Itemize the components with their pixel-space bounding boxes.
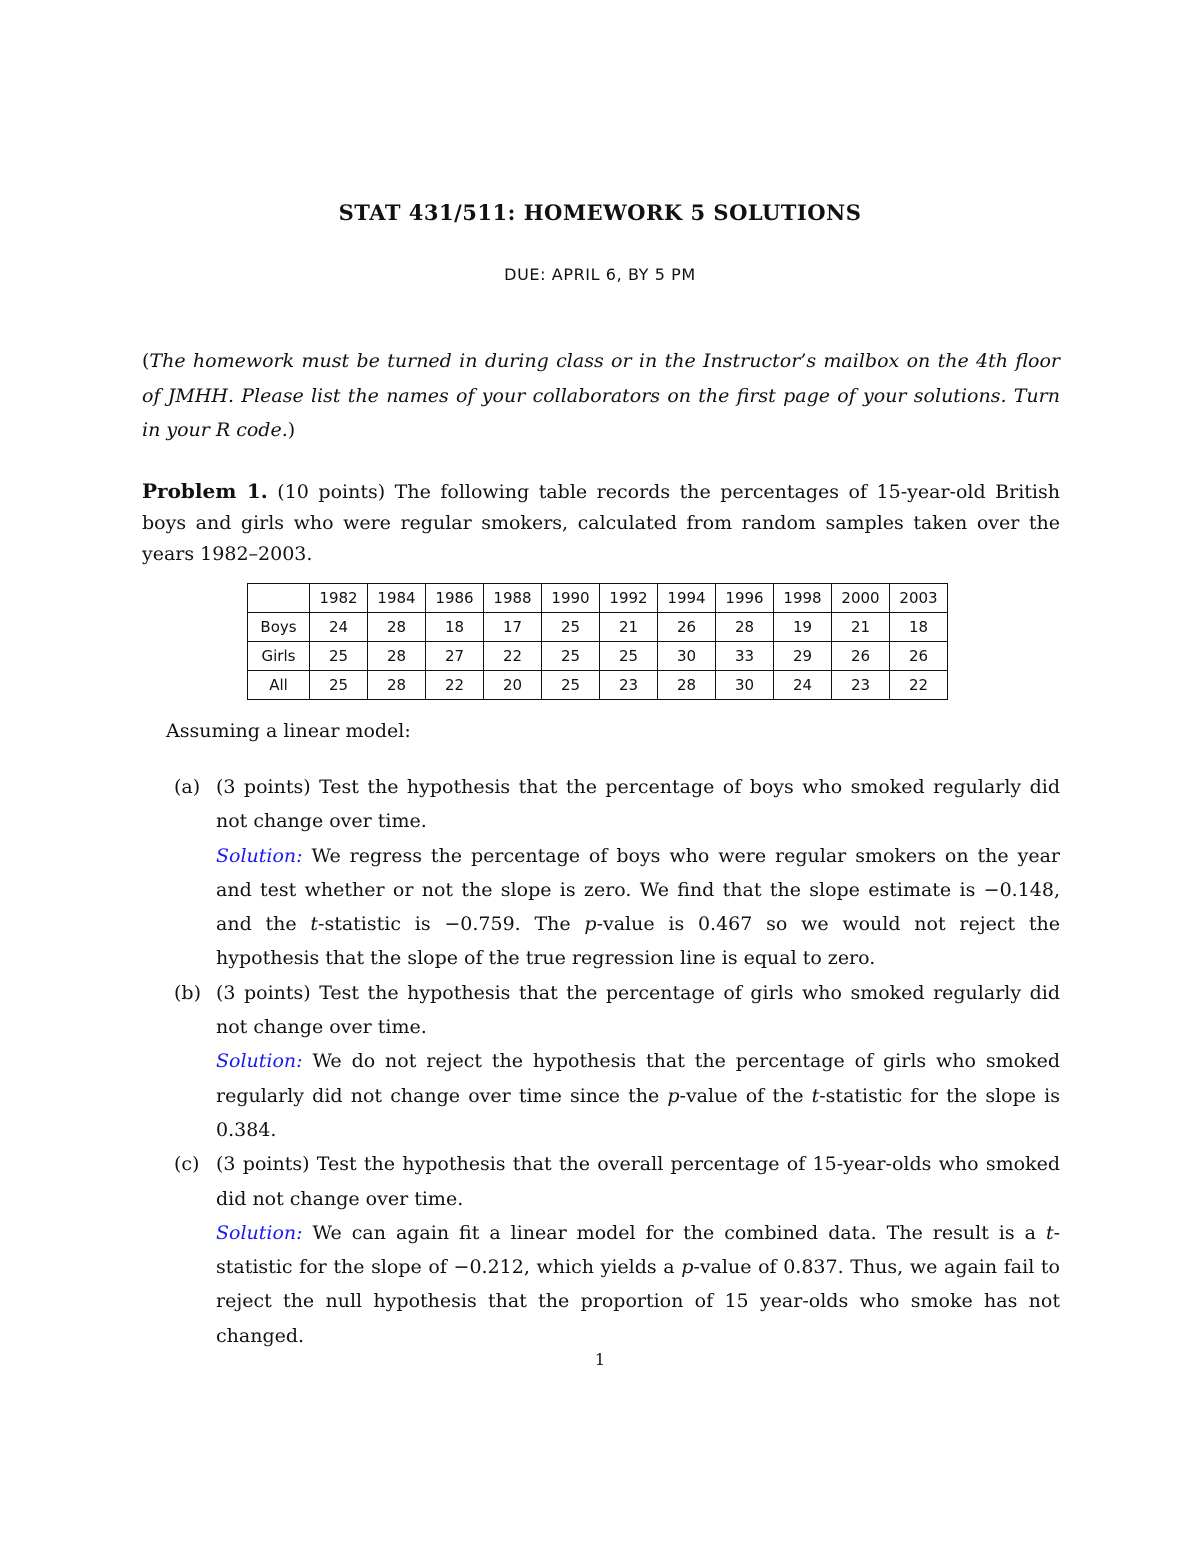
note-open-paren: ( xyxy=(142,350,150,372)
part-a-solution xyxy=(216,839,1060,976)
table-cell: 28 xyxy=(368,613,426,642)
table-cell: 23 xyxy=(832,671,890,700)
table-cell: 30 xyxy=(716,671,774,700)
instructions-note xyxy=(142,344,1060,448)
part-b-question: (3 points) Test the hypothesis that the percentage of girls who smoked regularly did not change over time. xyxy=(216,981,1060,1039)
table-cell: 25 xyxy=(542,642,600,671)
note-text: The homework must be turned in during class or in the Instructor’s mailbox on the 4th floor of JMHH. Please list the names of your collaborators on the first page of your solutions. Turn in your R code. xyxy=(142,350,1060,441)
solution-label: Solution: xyxy=(216,1221,303,1244)
table-cell: 23 xyxy=(600,671,658,700)
part-c-question: (3 points) Test the hypothesis that the overall percentage of 15-year-olds who smoked did not change over time. xyxy=(216,1153,1060,1210)
year-header: 2000 xyxy=(832,584,890,613)
table-cell: 25 xyxy=(600,642,658,671)
solution-text: -value is 0.467 so we would not reject the hypothesis that the slope of the true regression line is equal to zero. xyxy=(216,913,1060,970)
table-cell: 28 xyxy=(716,613,774,642)
solution-text: -statistic for the slope is 0.384. xyxy=(216,1084,1060,1141)
table-cell: 33 xyxy=(716,642,774,671)
solution-text: -value of 0.837. Thus, we again fail to reject the null hypothesis that the proportion of 15 year-olds who smoke has not changed. xyxy=(216,1256,1060,1347)
t-symbol: t xyxy=(811,1084,820,1107)
solution-label: Solution: xyxy=(216,844,303,867)
table-cell: 29 xyxy=(774,642,832,671)
table-corner-cell xyxy=(248,584,310,613)
year-header: 1992 xyxy=(600,584,658,613)
table-cell: 22 xyxy=(426,671,484,700)
part-c-label: (c) xyxy=(174,1153,200,1176)
solution-text: -value of the xyxy=(679,1084,812,1107)
table-cell: 25 xyxy=(542,671,600,700)
solution-text: We can again fit a linear model for the combined data. The result is a xyxy=(302,1221,1046,1244)
part-a-question: (3 points) Test the hypothesis that the percentage of boys who smoked regularly did not change over time. xyxy=(216,776,1060,833)
problem-1-heading: Problem 1. xyxy=(142,479,268,503)
table-row-all xyxy=(248,671,948,700)
page-number: 1 xyxy=(594,1350,606,1369)
smokers-table xyxy=(247,583,948,700)
problem-parts-list xyxy=(166,770,1060,1353)
part-c xyxy=(166,1147,1060,1353)
year-header: 1998 xyxy=(774,584,832,613)
year-header: 1986 xyxy=(426,584,484,613)
solution-text: We do not reject the hypothesis that the percentage of girls who smoked regularly did not change over time since the xyxy=(216,1050,1060,1107)
table-cell: 17 xyxy=(484,613,542,642)
linear-model-assumption: Assuming a linear model: xyxy=(166,720,411,742)
part-c-solution xyxy=(216,1216,1060,1353)
year-header: 1990 xyxy=(542,584,600,613)
table-cell: 26 xyxy=(658,613,716,642)
table-cell: 22 xyxy=(484,642,542,671)
table-cell: 30 xyxy=(658,642,716,671)
year-header: 2003 xyxy=(890,584,948,613)
table-cell: 21 xyxy=(832,613,890,642)
part-b xyxy=(166,976,1060,1147)
row-label: All xyxy=(248,671,310,700)
solution-text: We regress the percentage of boys who were regular smokers on the year and test whether or not the slope is zero. We find that the slope estimate is −0.148, and the xyxy=(216,844,1060,936)
table-cell: 24 xyxy=(310,613,368,642)
t-symbol: t xyxy=(310,913,319,936)
row-label: Boys xyxy=(248,613,310,642)
table-cell: 22 xyxy=(890,671,948,700)
p-symbol: p xyxy=(584,913,597,936)
table-cell: 25 xyxy=(542,613,600,642)
table-cell: 28 xyxy=(368,671,426,700)
year-header: 1982 xyxy=(310,584,368,613)
part-b-solution xyxy=(216,1044,1060,1147)
document-title: STAT 431/511: HOMEWORK 5 SOLUTIONS xyxy=(338,200,862,225)
part-a-label: (a) xyxy=(174,776,201,798)
year-header: 1994 xyxy=(658,584,716,613)
row-label: Girls xyxy=(248,642,310,671)
problem-1-text: (10 points) The following table records the percentages of 15-year-old British boys and girls who were regular smokers, calculated from random samples taken over the years 1982–2003. xyxy=(142,481,1060,565)
solution-text: -statistic is −0.759. The xyxy=(318,913,585,936)
solution-text: -statistic for the slope of −0.212, which yields a xyxy=(216,1221,1060,1279)
problem-1-statement xyxy=(142,476,1060,570)
p-symbol: p xyxy=(681,1256,694,1279)
solution-label: Solution: xyxy=(216,1050,303,1073)
table-cell: 28 xyxy=(658,671,716,700)
table-row-girls xyxy=(248,642,948,671)
table-cell: 28 xyxy=(368,642,426,671)
table-cell: 20 xyxy=(484,671,542,700)
table-cell: 25 xyxy=(310,671,368,700)
table-cell: 18 xyxy=(890,613,948,642)
due-date: DUE: APRIL 6, BY 5 PM xyxy=(504,265,696,284)
year-header: 1988 xyxy=(484,584,542,613)
year-header: 1996 xyxy=(716,584,774,613)
t-symbol: t xyxy=(1045,1221,1054,1244)
part-b-label: (b) xyxy=(174,981,201,1004)
part-a xyxy=(166,770,1060,976)
table-cell: 21 xyxy=(600,613,658,642)
table-header-row xyxy=(248,584,948,613)
table-cell: 19 xyxy=(774,613,832,642)
year-header: 1984 xyxy=(368,584,426,613)
table-cell: 26 xyxy=(890,642,948,671)
p-symbol: p xyxy=(667,1084,680,1107)
table-cell: 26 xyxy=(832,642,890,671)
note-close-paren: ) xyxy=(287,419,296,441)
table-cell: 27 xyxy=(426,642,484,671)
table-row-boys xyxy=(248,613,948,642)
table-cell: 24 xyxy=(774,671,832,700)
table-cell: 18 xyxy=(426,613,484,642)
table-cell: 25 xyxy=(310,642,368,671)
